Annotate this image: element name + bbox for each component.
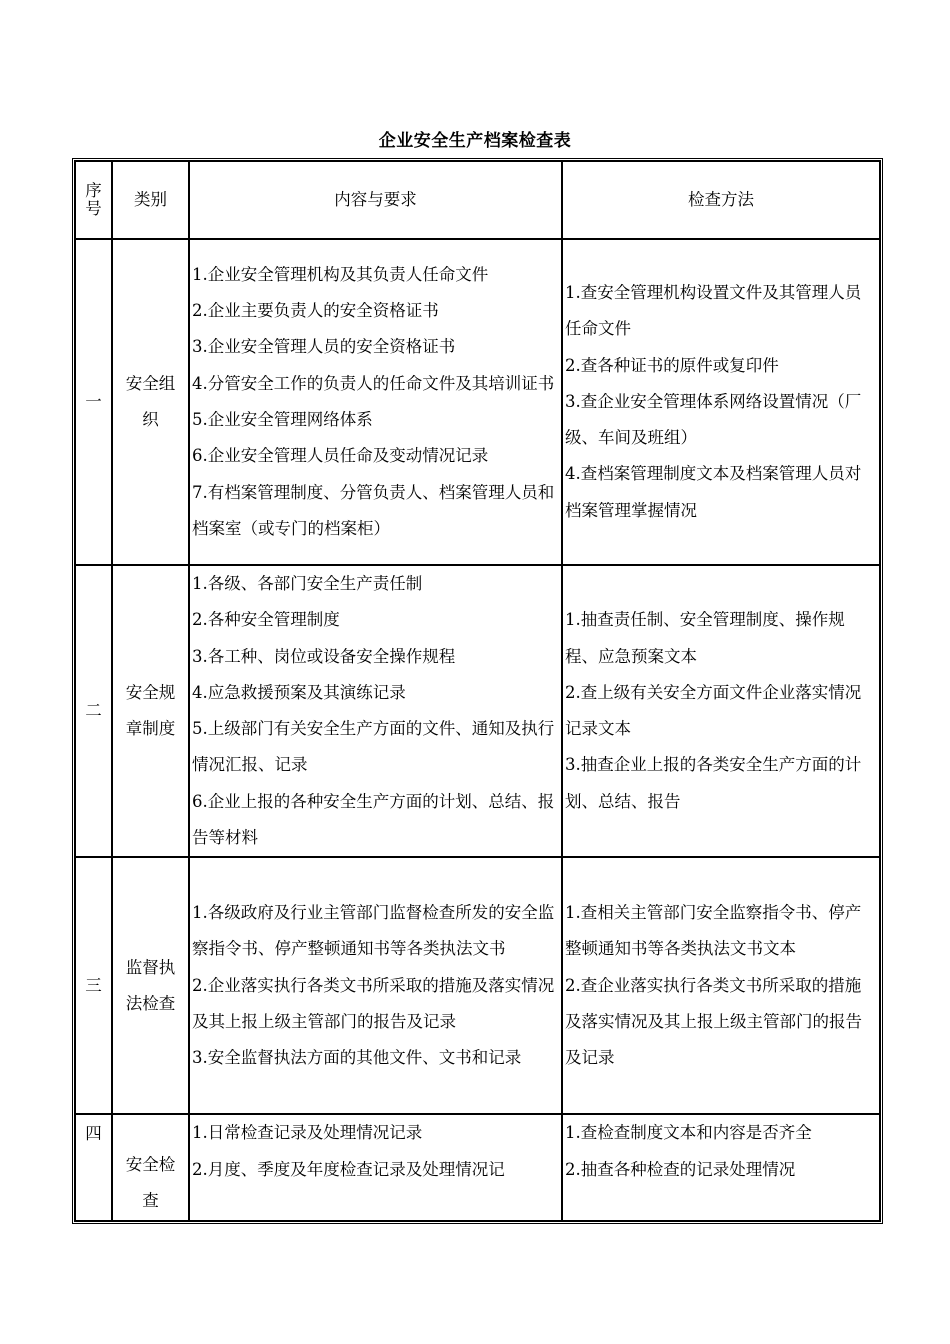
requirement-item: 3.各工种、岗位或设备安全操作规程	[192, 646, 456, 666]
header-seq: 序号	[75, 161, 112, 239]
requirement-item: 4.应急救援预案及其演练记录	[192, 682, 406, 702]
row-seq: 二	[75, 565, 112, 857]
category-label: 监督执法检查	[125, 957, 176, 1013]
requirement-item: 1.各级、各部门安全生产责任制	[192, 574, 423, 593]
inspection-table	[72, 158, 883, 1224]
requirement-item: 2.各种安全管理制度	[192, 610, 340, 630]
requirements-cell	[189, 857, 562, 1114]
methods-cell	[562, 1114, 880, 1220]
requirement-item: 3.企业安全管理人员的安全资格证书	[192, 337, 456, 357]
method-item: 4.查档案管理制度文本及档案管理人员对档案管理掌握情况	[565, 464, 862, 520]
table-header-row	[75, 161, 880, 239]
row-seq: 四	[75, 1114, 112, 1220]
category-label: 安全组织	[125, 373, 176, 429]
requirement-item: 5.企业安全管理网络体系	[192, 410, 373, 429]
requirement-item: 5.上级部门有关安全生产方面的文件、通知及执行情况汇报、记录	[192, 719, 555, 775]
requirement-item: 3.安全监督执法方面的其他文件、文书和记录	[192, 1048, 522, 1068]
methods-cell	[562, 565, 880, 857]
method-item: 3.查企业安全管理体系网络设置情况（厂级、车间及班组）	[565, 391, 862, 448]
header-requirements: 内容与要求	[189, 161, 562, 239]
method-item: 2.抽查各种检查的记录处理情况	[565, 1159, 796, 1179]
method-item: 2.查上级有关安全方面文件企业落实情况记录文本	[565, 682, 862, 739]
method-item: 2.查各种证书的原件或复印件	[565, 355, 779, 375]
method-item: 1.抽查责任制、安全管理制度、操作规程、应急预案文本	[565, 610, 845, 666]
category-label: 安全规章制度	[125, 683, 176, 739]
methods-cell	[562, 239, 880, 565]
requirement-item: 4.分管安全工作的负责人的任命文件及其培训证书	[192, 373, 555, 393]
requirement-item: 1.日常检查记录及处理情况记录	[192, 1123, 423, 1143]
requirement-item: 2.企业主要负责人的安全资格证书	[192, 301, 439, 321]
method-item: 1.查检查制度文本和内容是否齐全	[565, 1123, 812, 1143]
table-row	[75, 857, 880, 1114]
method-item: 1.查安全管理机构设置文件及其管理人员任命文件	[565, 282, 862, 339]
row-category	[112, 1114, 189, 1220]
requirements-cell	[189, 565, 562, 857]
requirements-cell	[189, 1114, 562, 1220]
header-category: 类别	[112, 161, 189, 239]
requirement-item: 6.企业安全管理人员任命及变动情况记录	[192, 446, 489, 466]
row-category	[112, 239, 189, 565]
table-row	[75, 239, 880, 565]
methods-cell	[562, 857, 880, 1114]
method-item: 1.查相关主管部门安全监察指令书、停产整顿通知书等各类执法文书文本	[565, 903, 862, 959]
document-title: 企业安全生产档案检查表	[378, 131, 572, 151]
table-row	[75, 1114, 880, 1220]
row-seq: 一	[75, 239, 112, 565]
requirement-item: 2.月度、季度及年度检查记录及处理情况记	[192, 1159, 505, 1179]
row-seq: 三	[75, 857, 112, 1114]
requirement-item: 7.有档案管理制度、分管负责人、档案管理人员和档案室（或专门的档案柜）	[192, 482, 555, 538]
requirement-item: 2.企业落实执行各类文书所采取的措施及落实情况及其上报上级主管部门的报告及记录	[192, 975, 555, 1032]
table-row	[75, 565, 880, 857]
requirements-cell	[189, 239, 562, 565]
method-item: 3.抽查企业上报的各类安全生产方面的计划、总结、报告	[565, 755, 862, 811]
category-label: 安全检查	[125, 1155, 176, 1211]
requirement-item: 1.企业安全管理机构及其负责人任命文件	[192, 264, 489, 284]
requirement-item: 6.企业上报的各种安全生产方面的计划、总结、报告等材料	[192, 791, 555, 848]
header-methods: 检查方法	[562, 161, 880, 239]
requirement-item: 1.各级政府及行业主管部门监督检查所发的安全监察指令书、停产整顿通知书等各类执法文书	[192, 903, 555, 959]
method-item: 2.查企业落实执行各类文书所采取的措施及落实情况及其上报上级主管部门的报告及记录	[565, 975, 862, 1068]
row-category	[112, 565, 189, 857]
row-category	[112, 857, 189, 1114]
